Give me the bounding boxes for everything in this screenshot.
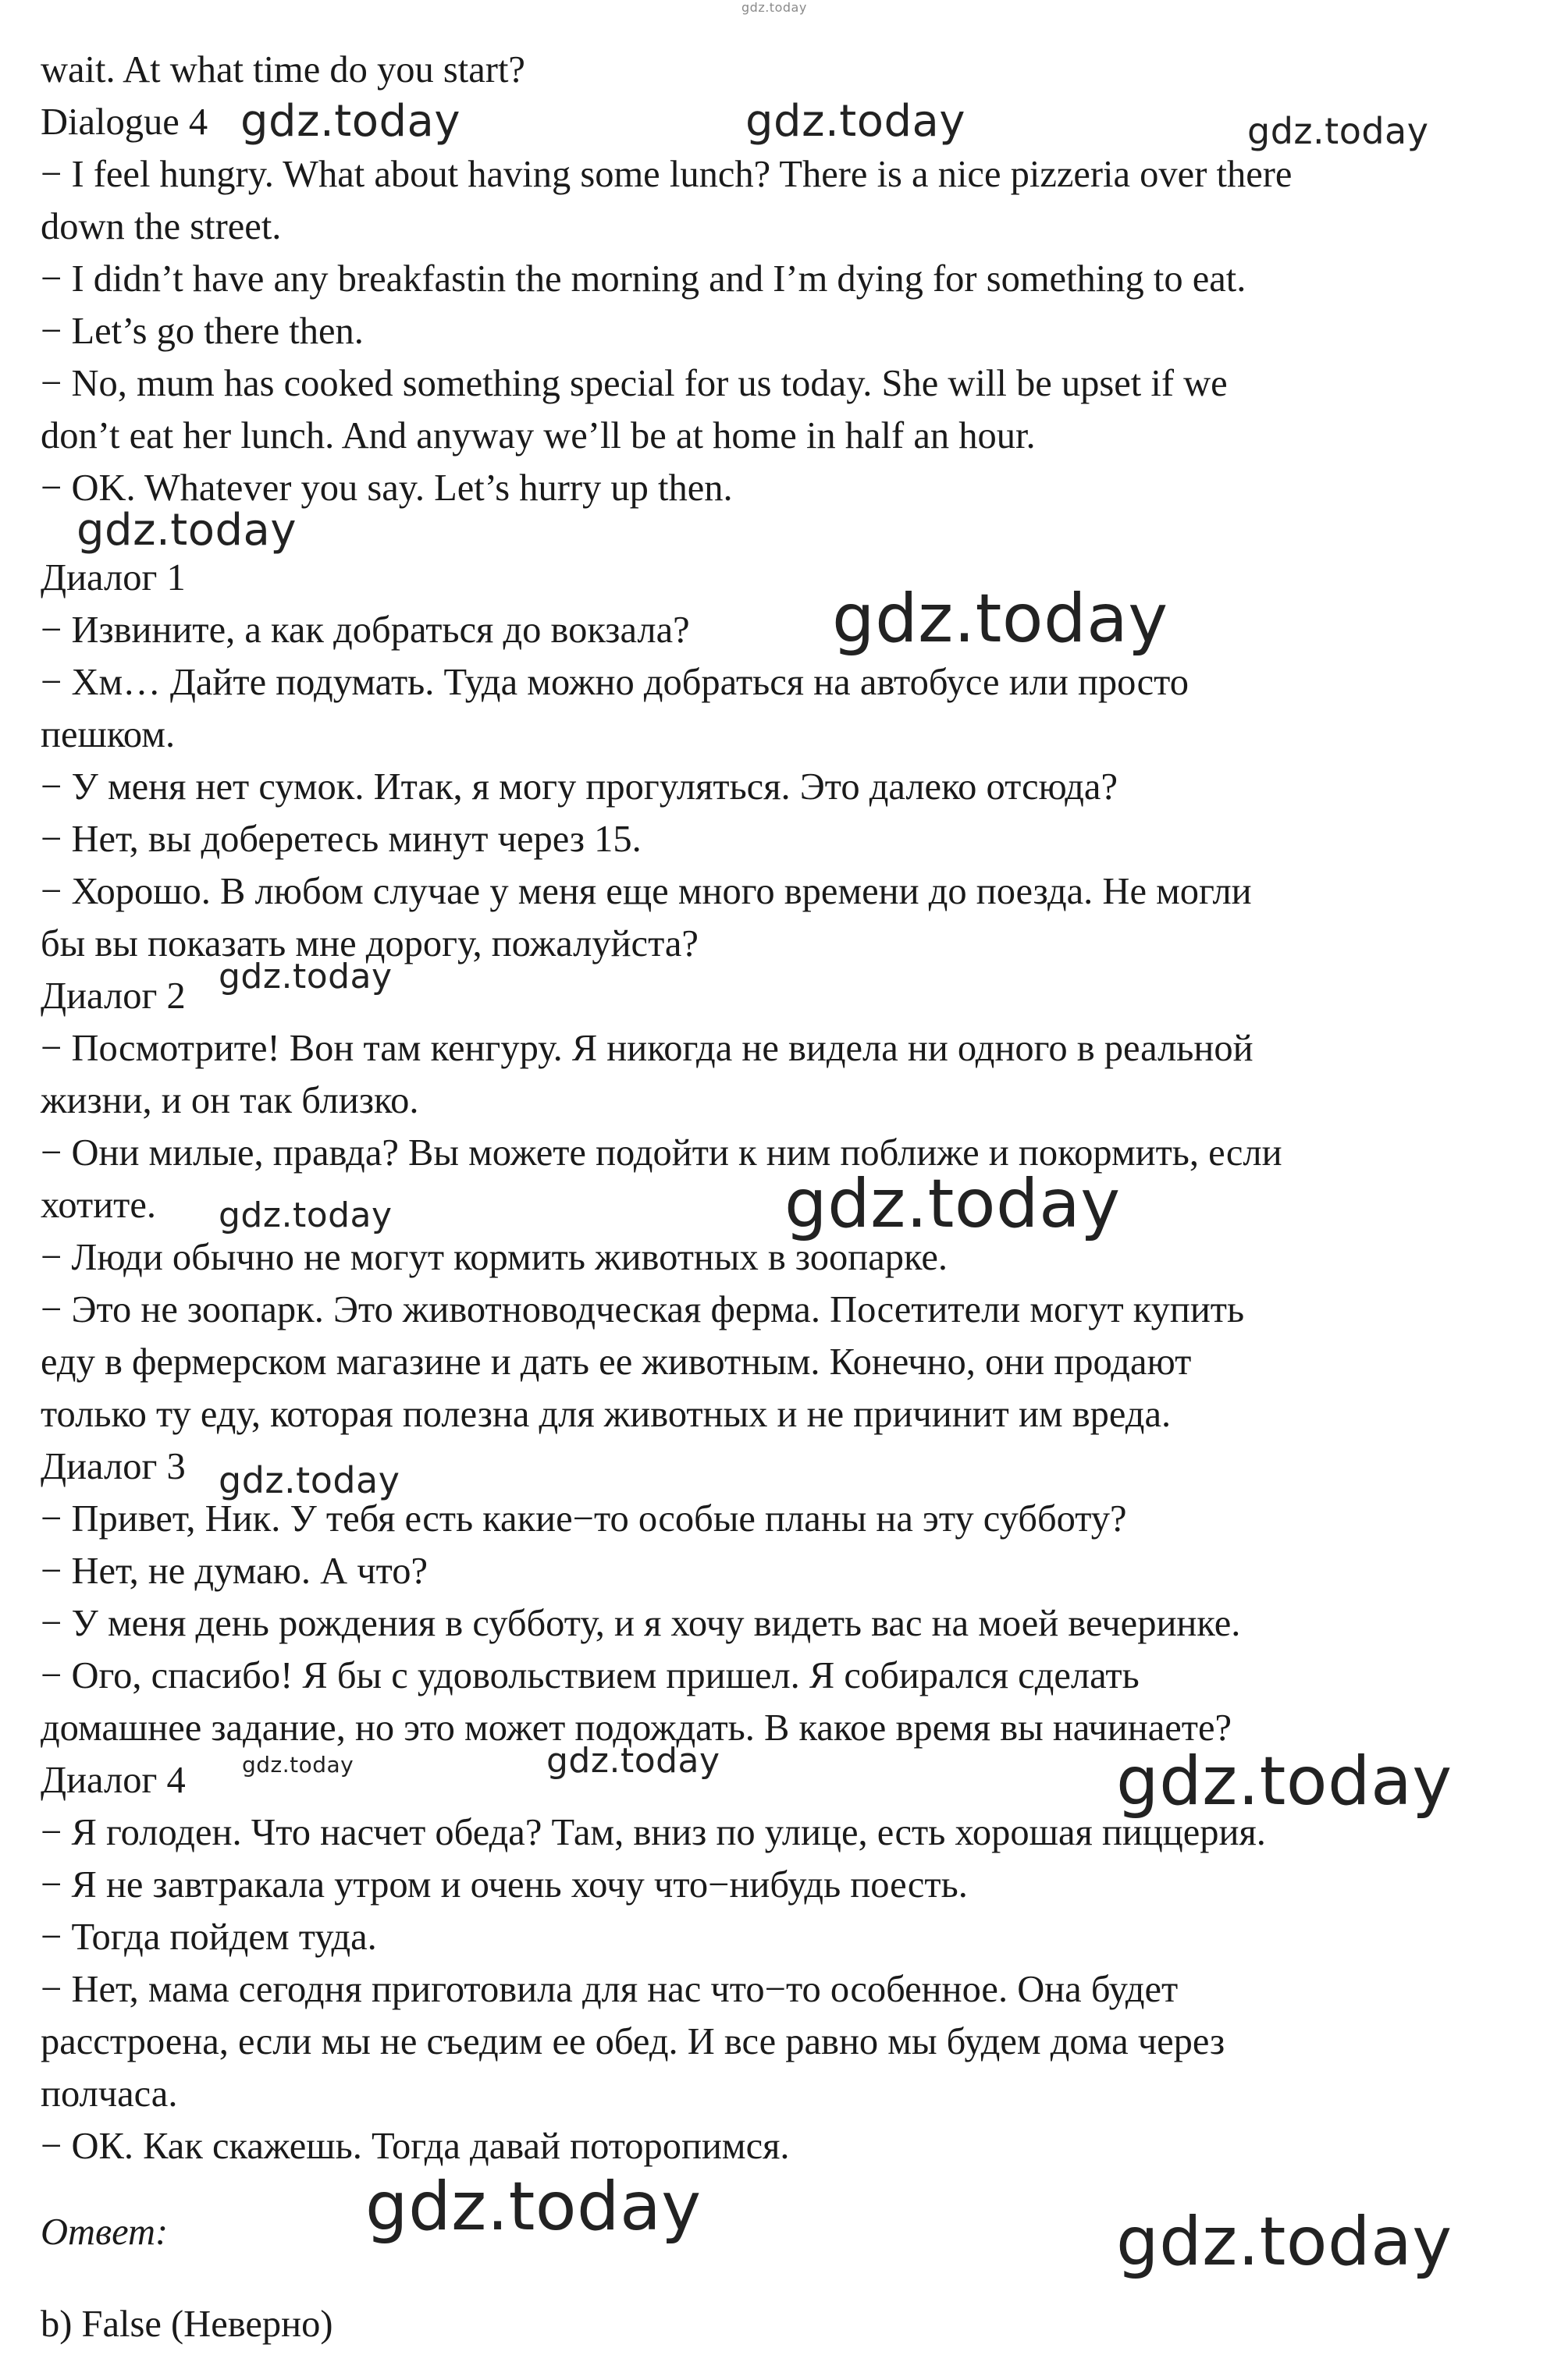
text-line: − Извините, а как добраться до вокзала? (41, 609, 690, 651)
watermark: gdz.today (546, 1741, 720, 1781)
dialogue-heading: Диалог 4 (41, 1760, 186, 1801)
text-line: хотите. (41, 1185, 157, 1226)
text-line: − I didn’t have any breakfastin the morning and I’m dying for something to eat. (41, 258, 1246, 300)
text-line: don’t eat her lunch. And anyway we’ll be at home in half an hour. (41, 415, 1036, 456)
text-line: − Они милые, правда? Вы можете подойти к ним поближе и покормить, если (41, 1132, 1282, 1174)
answer-label: Ответ: (41, 2211, 169, 2253)
text-line: полчаса. (41, 2073, 178, 2115)
text-line: − Я голоден. Что насчет обеда? Там, вниз по улице, есть хорошая пиццерия. (41, 1812, 1266, 1853)
text-line: down the street. (41, 206, 282, 247)
watermark: gdz.today (219, 1459, 400, 1501)
watermark: gdz.today (240, 96, 461, 147)
text-line: − Нет, вы доберетесь минут через 15. (41, 819, 642, 860)
text-line: − Нет, не думаю. А что? (41, 1551, 428, 1592)
watermark: gdz.today (1116, 2203, 1453, 2281)
text-line: − Let’s go there then. (41, 311, 364, 352)
text-line: − Ого, спасибо! Я бы с удовольствием пришел. Я собирался сделать (41, 1655, 1140, 1696)
watermark: gdz.today (784, 1165, 1121, 1243)
watermark: gdz.today (745, 96, 966, 147)
text-line: еду в фермерском магазине и дать ее животным. Конечно, они продают (41, 1341, 1192, 1383)
text-line: − Посмотрите! Вон там кенгуру. Я никогда не видела ни одного в реальной (41, 1028, 1254, 1069)
text-line: домашнее задание, но это может подождать. В какое время вы начинаете? (41, 1707, 1232, 1749)
text-line: − Это не зоопарк. Это животноводческая ферма. Посетители могут купить (41, 1289, 1245, 1330)
dialogue-heading: Dialogue 4 (41, 101, 208, 143)
text-line: бы вы показать мне дорогу, пожалуйста? (41, 923, 699, 964)
watermark: gdz.today (219, 957, 393, 996)
text-line: − OK. Whatever you say. Let’s hurry up then. (41, 467, 733, 509)
text-line: − У меня день рождения в субботу, и я хочу видеть вас на моей вечеринке. (41, 1603, 1241, 1644)
answer-text: b) False (Неверно) (41, 2304, 333, 2345)
watermark: gdz.today (76, 505, 297, 556)
text-line: − Нет, мама сегодня приготовила для нас что−то особенное. Она будет (41, 1969, 1179, 2010)
text-line: − Я не завтракала утром и очень хочу что−нибудь поесть. (41, 1864, 968, 1906)
watermark: gdz.today (1247, 110, 1429, 152)
text-line: − Хорошо. В любом случае у меня еще много времени до поезда. Не могли (41, 871, 1252, 912)
watermark: gdz.today (1116, 1742, 1453, 1821)
watermark: gdz.today (242, 1752, 354, 1778)
text-line: − ОК. Как скажешь. Тогда давай поторопимся. (41, 2126, 790, 2167)
watermark: gdz.today (832, 580, 1168, 658)
text-line: расстроена, если мы не съедим ее обед. И все равно мы будем дома через (41, 2021, 1225, 2062)
text-line: wait. At what time do you start? (41, 49, 525, 91)
text-line: − Привет, Ник. У тебя есть какие−то особые планы на эту субботу? (41, 1498, 1127, 1540)
text-line: − Люди обычно не могут кормить животных в зоопарке. (41, 1237, 948, 1278)
text-line: − No, mum has cooked something special for us today. She will be upset if we (41, 363, 1228, 404)
dialogue-heading: Диалог 1 (41, 557, 186, 599)
text-line: пешком. (41, 714, 176, 755)
watermark: gdz.today (219, 1195, 393, 1235)
watermark: gdz.today (741, 0, 807, 15)
text-line: только ту еду, которая полезна для животных и не причинит им вреда. (41, 1394, 1172, 1435)
watermark: gdz.today (365, 2168, 702, 2246)
text-line: − I feel hungry. What about having some lunch? There is a nice pizzeria over there (41, 154, 1293, 195)
dialogue-heading: Диалог 2 (41, 975, 186, 1017)
dialogue-heading: Диалог 3 (41, 1446, 186, 1487)
text-line: − Тогда пойдем туда. (41, 1916, 377, 1958)
text-line: жизни, и он так близко. (41, 1080, 419, 1121)
text-line: − Хм… Дайте подумать. Туда можно добраться на автобусе или просто (41, 662, 1189, 703)
text-line: − У меня нет сумок. Итак, я могу прогуляться. Это далеко отсюда? (41, 766, 1118, 808)
